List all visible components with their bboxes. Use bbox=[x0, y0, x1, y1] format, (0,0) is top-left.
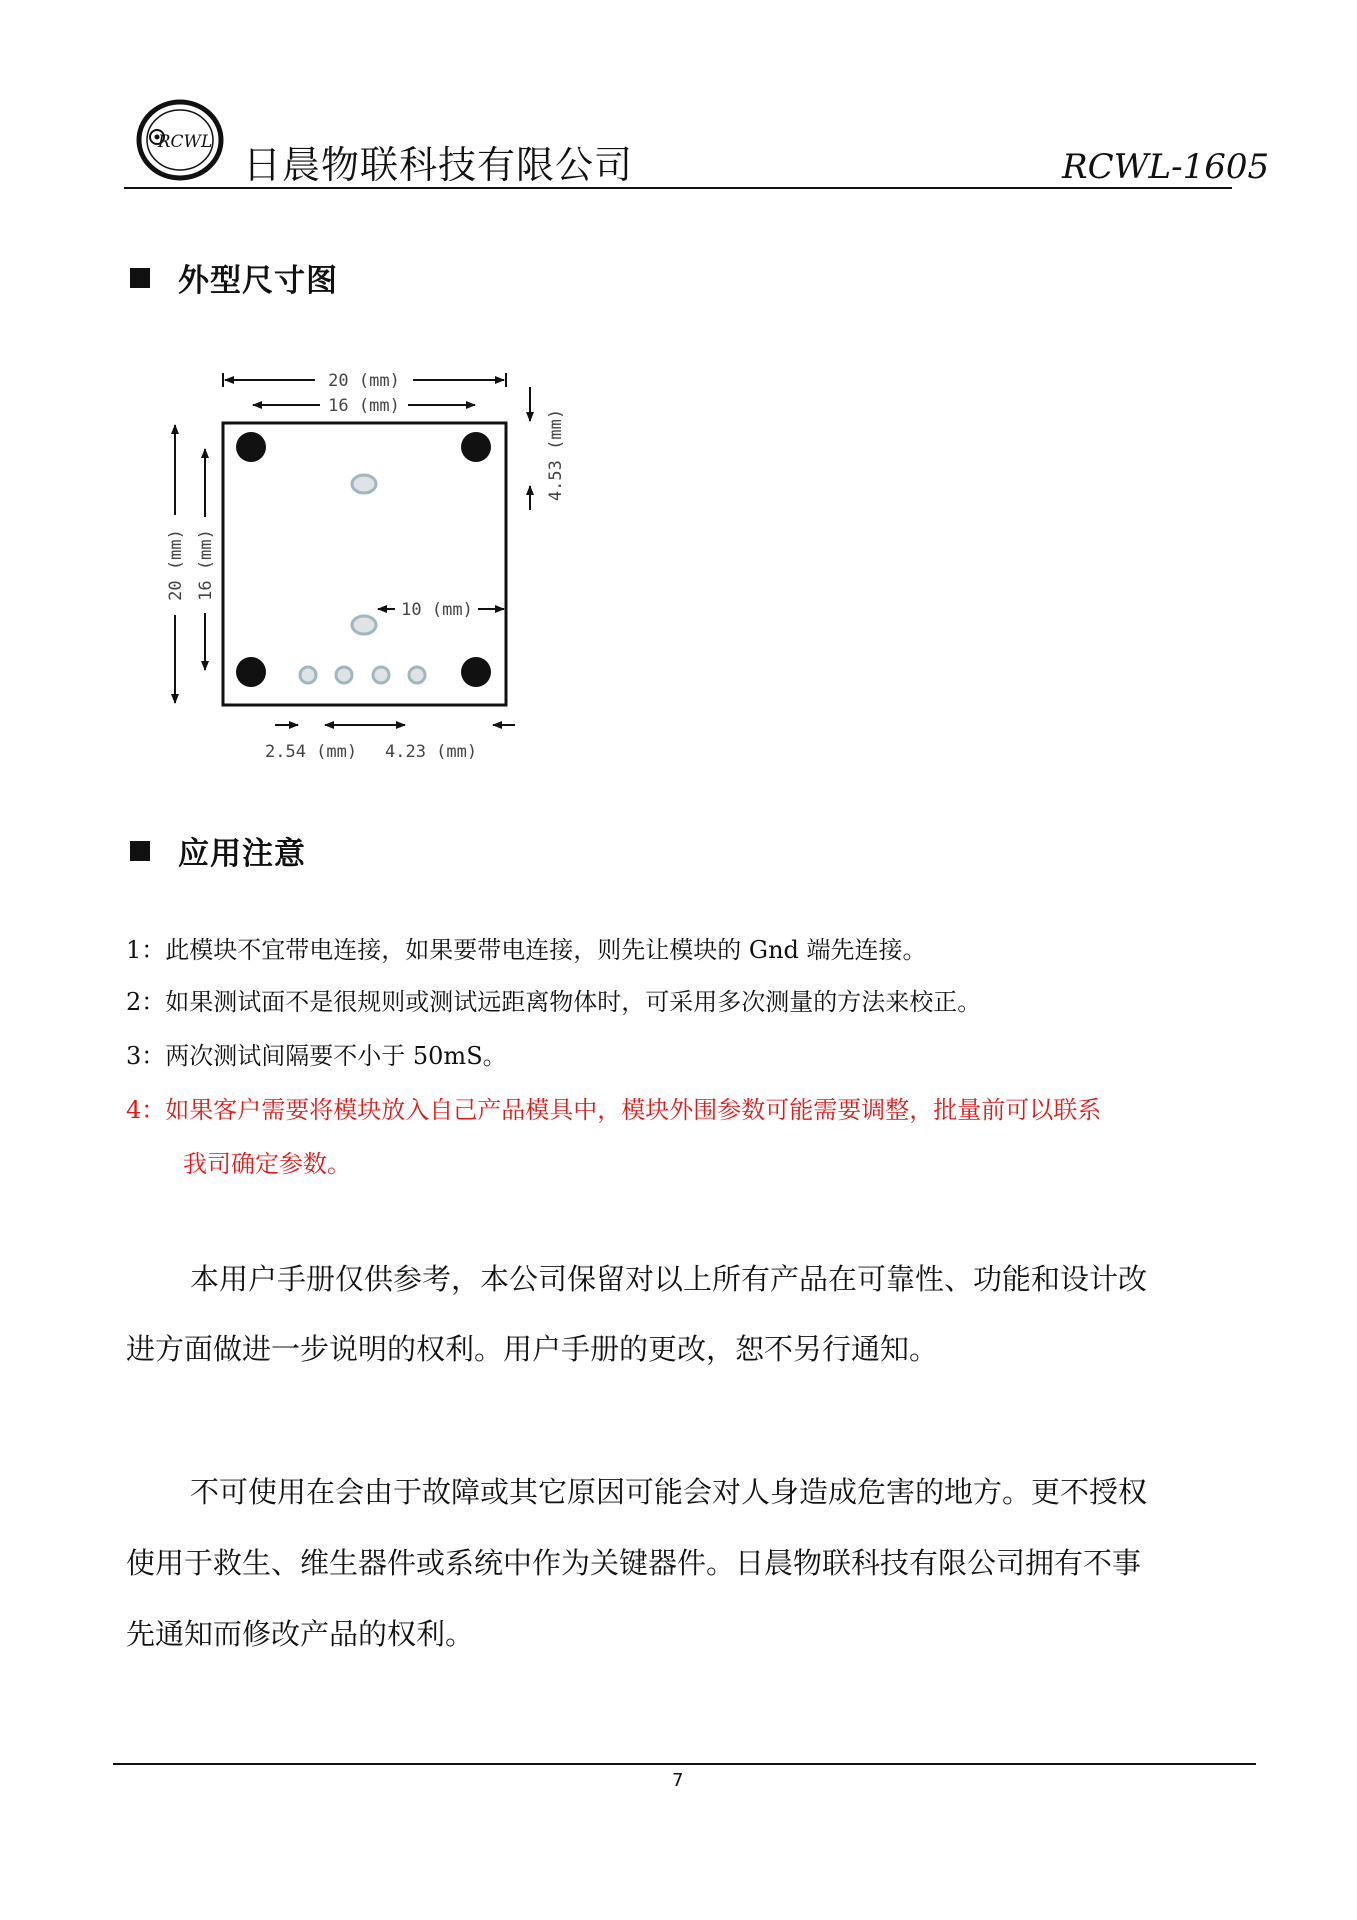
pin bbox=[336, 667, 352, 683]
dimension-label: 2.54 (mm) bbox=[265, 742, 358, 762]
board-outline bbox=[223, 423, 506, 705]
pin bbox=[300, 667, 316, 683]
logo-text: RCWL bbox=[157, 132, 213, 152]
footer-rule bbox=[113, 1763, 1256, 1765]
dimension-label: 20 (mm) bbox=[328, 371, 400, 391]
sensor-element bbox=[352, 475, 376, 493]
header-rule bbox=[124, 187, 1232, 189]
model-number: RCWL-1605 bbox=[1062, 147, 1270, 187]
bullet-square-icon bbox=[130, 268, 150, 288]
note-item: 2：如果测试面不是很规则或测试远距离物体时，可采用多次测量的方法来校正。 bbox=[126, 988, 982, 1016]
note-item: 1：此模块不宜带电连接，如果要带电连接，则先让模块的 Gnd 端先连接。 bbox=[126, 936, 927, 964]
section-title: 外型尺寸图 bbox=[178, 263, 338, 299]
company-logo bbox=[135, 95, 225, 185]
dimension-label: 20 (mm) bbox=[166, 529, 186, 601]
section-title: 应用注意 bbox=[178, 836, 306, 872]
safety-paragraph-line: 使用于救生、维生器件或系统中作为关键器件。日晨物联科技有限公司拥有不事 bbox=[126, 1546, 1142, 1580]
mounting-hole bbox=[236, 657, 266, 687]
dimension-label: 16 (mm) bbox=[328, 396, 400, 416]
dimension-label: 10 (mm) bbox=[401, 600, 473, 620]
pin bbox=[373, 667, 389, 683]
note-item-warning-continued: 我司确定参数。 bbox=[183, 1150, 351, 1178]
safety-paragraph-line: 先通知而修改产品的权利。 bbox=[126, 1617, 475, 1651]
pin bbox=[409, 667, 425, 683]
dimension-label: 16 (mm) bbox=[196, 529, 216, 601]
section-dimensions-heading bbox=[130, 255, 338, 300]
dimension-label: 4.53 (mm) bbox=[546, 408, 566, 502]
note-item-warning: 4：如果客户需要将模块放入自己产品模具中，模块外围参数可能需要调整，批量前可以联系 bbox=[126, 1096, 1102, 1124]
mounting-hole bbox=[461, 432, 491, 462]
sensor-element bbox=[352, 616, 376, 634]
dimension-drawing bbox=[155, 365, 575, 765]
dimension-label: 4.23 (mm) bbox=[385, 742, 478, 762]
page-number: 7 bbox=[672, 1770, 684, 1791]
disclaimer-paragraph-line: 进方面做进一步说明的权利。用户手册的更改，恕不另行通知。 bbox=[126, 1332, 939, 1366]
mounting-hole bbox=[236, 432, 266, 462]
mounting-hole bbox=[461, 657, 491, 687]
section-notes-heading bbox=[130, 828, 306, 873]
note-item: 3：两次测试间隔要不小于 50mS。 bbox=[126, 1042, 507, 1070]
safety-paragraph-line: 不可使用在会由于故障或其它原因可能会对人身造成危害的地方。更不授权 bbox=[190, 1475, 1148, 1509]
disclaimer-paragraph-line: 本用户手册仅供参考，本公司保留对以上所有产品在可靠性、功能和设计改 bbox=[190, 1262, 1148, 1296]
bullet-square-icon bbox=[130, 841, 150, 861]
company-name: 日晨物联科技有限公司 bbox=[243, 143, 634, 187]
